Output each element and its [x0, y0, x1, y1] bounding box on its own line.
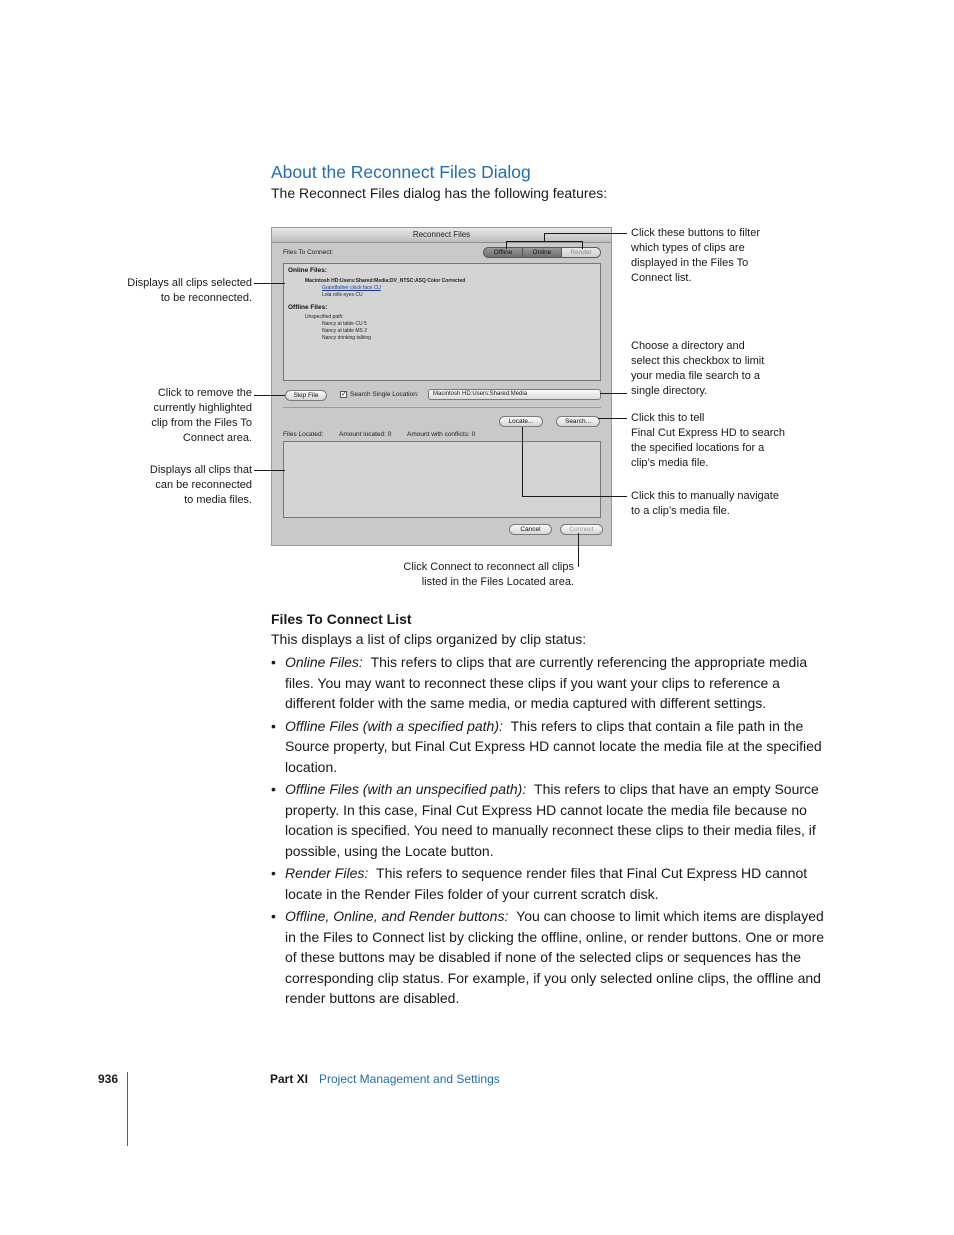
callout-line	[522, 427, 523, 496]
files-to-connect-list[interactable]	[283, 263, 601, 381]
callout-line	[254, 283, 285, 284]
list-item: • Online Files: This refers to clips that are currently referencing the appropriate media files. You may want to reconnect these clips if you want your clips to reference a different folder with the same media, or media captured with different settings.	[271, 654, 808, 711]
callout-choose-directory: Choose a directory and select this checkbox to limit your media file search to a single directory.	[631, 340, 765, 397]
list-item[interactable]: Grandfather clock face CU	[322, 285, 381, 291]
amount-located: Amount located: 0	[339, 431, 392, 438]
subsection-intro: This displays a list of clips organized by clip status:	[271, 631, 587, 647]
amount-conflicts: Amount with conflicts: 0	[407, 431, 476, 438]
search-single-location-checkbox[interactable]: ✓	[341, 391, 347, 398]
callout-displays-reconnectable: Displays all clips that can be reconnected to media files.	[149, 464, 252, 506]
list-item: • Offline, Online, and Render buttons: You can choose to limit which items are displayed in the Files to Connect list by clicking the offline, online, or render buttons. One or more of these buttons may be disabled if none of the selected clips or sequences has the corresponding clip status. For example, if you only selected online clips, the offline and render buttons are disabled.	[271, 908, 825, 1006]
callout-line	[254, 395, 285, 396]
reconnect-files-dialog	[271, 227, 612, 546]
online-path: Macintosh HD:Users:Shared:Media:DV_NTSC:ASQ Color Corrected	[305, 278, 466, 284]
callout-search: Click this to tell Final Cut Express HD to search the specified locations for a clip’s media file.	[631, 412, 786, 469]
list-item: • Offline Files (with an unspecified path): This refers to clips that have an empty Source property. In this case, Final Cut Express HD cannot locate the media file because no location is specified. You need to manually reconnect these clips to their media files, if possible, using the Locate button.	[271, 781, 819, 859]
search-single-location-label: Search Single Location:	[350, 391, 419, 398]
search-button[interactable]: Search...	[556, 416, 600, 427]
dialog-title: Reconnect Files	[272, 228, 611, 243]
callout-line	[522, 496, 627, 497]
callout-line	[600, 393, 627, 394]
files-located-label: Files Located:	[283, 431, 324, 438]
callout-displays-selected: Displays all clips selected to be reconnected.	[127, 277, 252, 304]
callout-line	[506, 241, 544, 242]
location-popup[interactable]: Macintosh HD:Users:Shared:Media	[428, 389, 601, 400]
list-item: • Offline Files (with a specified path): This refers to clips that contain a file path in the Source property, but Final Cut Express HD cannot locate the media file at the specified location.	[271, 717, 822, 775]
list-item[interactable]: Nancy drinking talking	[322, 335, 371, 341]
offline-path: Unspecified path:	[305, 314, 344, 320]
offline-files-heading: Offline Files:	[288, 304, 328, 311]
locate-button[interactable]: Locate...	[499, 416, 543, 427]
clip-status-list	[271, 652, 831, 1011]
callout-locate: Click this to manually navigate to a clip’s media file.	[631, 490, 779, 517]
list-item[interactable]: Nancy at table MS 2	[322, 328, 368, 334]
list-item[interactable]: Nancy at table CU 5	[322, 321, 367, 327]
callout-line	[578, 533, 579, 567]
divider	[283, 407, 601, 408]
list-item[interactable]: Lola rolls eyes CU	[322, 292, 363, 298]
files-to-connect-label: Files To Connect:	[283, 249, 334, 256]
callout-line	[544, 233, 627, 234]
callout-connect: Click Connect to reconnect all clips listed in the Files Located area.	[403, 561, 574, 588]
section-title: About the Reconnect Files Dialog	[271, 162, 531, 182]
callout-line	[582, 241, 583, 249]
connect-button[interactable]: Connect	[560, 524, 603, 535]
filter-segmented-control	[483, 247, 601, 258]
subsection-heading: Files To Connect List	[271, 611, 412, 627]
render-filter-button[interactable]: Render	[562, 248, 600, 257]
online-filter-button[interactable]: Online	[523, 248, 562, 257]
cancel-button[interactable]: Cancel	[509, 524, 552, 535]
callout-line	[254, 470, 285, 471]
callout-skip-file: Click to remove the currently highlighted clip from the Files To Connect area.	[151, 387, 252, 444]
callout-line	[544, 241, 583, 242]
list-item: • Render Files: This refers to sequence render files that Final Cut Express HD cannot locate in the Render Files folder of your current scratch disk.	[271, 865, 808, 902]
callout-line	[598, 418, 627, 419]
footer-rule	[127, 1072, 128, 1146]
files-located-list[interactable]	[283, 441, 601, 518]
part-label: Part XI	[270, 1072, 309, 1086]
page-number: 936	[98, 1072, 119, 1086]
callout-line	[506, 241, 507, 249]
online-files-heading: Online Files:	[288, 267, 328, 274]
skip-file-button[interactable]: Skip File	[285, 390, 327, 401]
intro-text: The Reconnect Files dialog has the following features:	[271, 185, 608, 201]
offline-filter-button[interactable]: Offline	[484, 248, 523, 257]
chapter-title: Project Management and Settings	[319, 1072, 500, 1086]
callout-filter-buttons: Click these buttons to filter which types of clips are displayed in the Files To Connect list.	[631, 227, 761, 284]
